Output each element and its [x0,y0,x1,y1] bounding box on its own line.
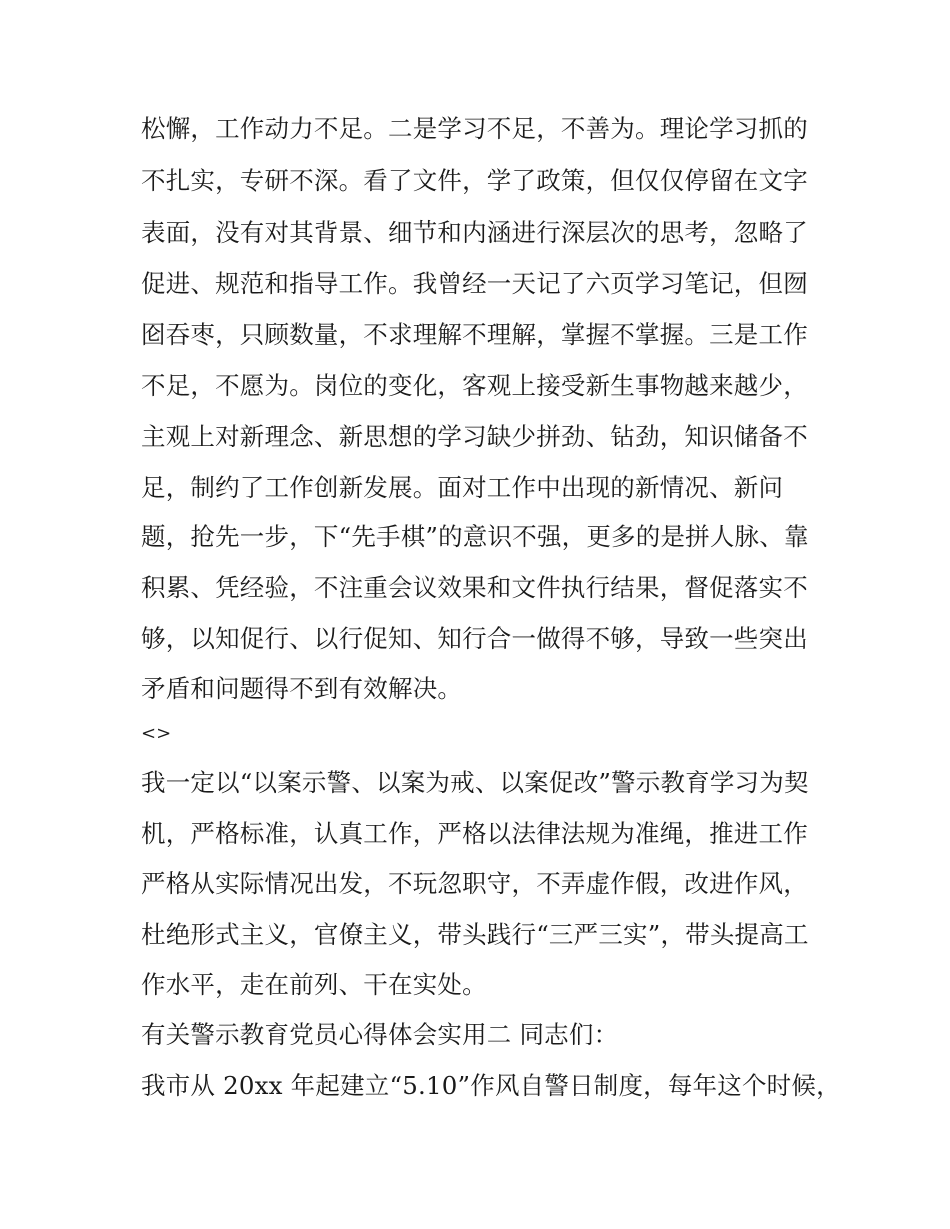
text-line: 足，制约了工作创新发展。面对工作中出现的新情况、新问 [141,473,784,502]
text-line: 表面，没有对其背景、细节和内涵进行深层次的思考，忽略了 [141,218,808,247]
text-line: 我市从 20xx 年起建立“5.10”作风自警日制度，每年这个时候， [141,1071,841,1100]
text-line: 矛盾和问题得不到有效解决。 [141,674,463,703]
text-line: 作水平，走在前列、干在实处。 [141,970,487,999]
text-line: 不扎实，专研不深。看了文件，学了政策，但仅仅停留在文字 [141,166,808,195]
text-line: 我一定以“以案示警、以案为戒、以案促改”警示教育学习为契 [141,768,809,797]
text-line: 松懈，工作动力不足。二是学习不足，不善为。理论学习抓的 [141,114,808,143]
text-line: 主观上对新理念、新思想的学习缺少拼劲、钻劲，知识储备不 [141,422,808,451]
text-line: 促进、规范和指导工作。我曾经一天记了六页学习笔记，但囫 [141,269,808,298]
text-line: 积累、凭经验，不注重会议效果和文件执行结果，督促落实不 [141,573,808,602]
text-line: 题，抢先一步，下“先手棋”的意识不强，更多的是拼人脉、靠 [141,522,809,551]
text-line: 严格从实际情况出发，不玩忽职守，不弄虚作假，改进作风， [141,869,808,898]
text-line: 不足，不愿为。岗位的变化，客观上接受新生事物越来越少， [141,371,808,400]
text-line: 机，严格标准，认真工作，严格以法律法规为准绳，推进工作 [141,819,808,848]
text-line: 够，以知促行、以行促知、知行合一做得不够，导致一些突出 [141,624,808,653]
section-marker: <> [141,723,172,744]
text-line: 囵吞枣，只顾数量，不求理解不理解，掌握不掌握。三是工作 [141,320,808,349]
section-heading: 有关警示教育党员心得体会实用二 同志们： [141,1020,619,1049]
text-line: 杜绝形式主义，官僚主义，带头践行“三严三实”，带头提高工 [141,920,809,949]
